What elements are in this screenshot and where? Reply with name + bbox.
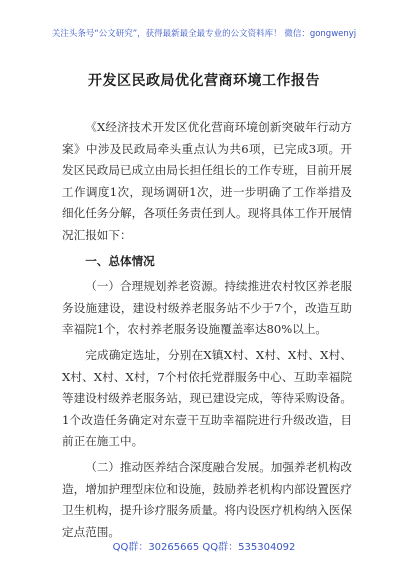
section-heading-overall: 一、总体情况 <box>85 253 155 268</box>
footer-qq-groups: QQ群：30265665 QQ群：535304092 <box>112 542 296 553</box>
paragraph-site-selection: 完成确定选址，分别在X镇X村、X村、X村、X村、X村、X村、X村，7个村依托党群服务中心、互助幸福院等建设村级养老服务站，现已建设完成，等待采购设备。1个改造任务确定对东壹干互助幸福院进行升级改造，目前正在施工中。 <box>62 347 352 449</box>
document-body <box>62 117 352 547</box>
document-title: 开发区民政局优化营商环境工作报告 <box>88 73 320 89</box>
header-promo-note: 关注头条号“公文研究”，获得最新最全最专业的公文资料库！ 微信：gongwenyj <box>51 29 357 39</box>
paragraph-elderly-resources: （一）合理规划养老资源。持续推进农村牧区养老服务设施建设，建设村级养老服务站不少于7个，改造互助幸福院1个，农村养老服务设施覆盖率达80%以上。 <box>62 279 352 337</box>
intro-paragraph: 《X经济技术开发区优化营商环境创新突破年行动方案》中涉及民政局牵头重点认为共6项，已完成3项。开发区民政局已成立由局长担任组长的工作专班，目前开展工作调度1次，现场调研1次，进一步明确了工作举措及细化任务分解，各项任务责任到人。现将具体工作开展情况汇报如下： <box>62 120 352 242</box>
paragraph-medical-care: （二）推动医养结合深度融合发展。加强养老机构改造，增加护理型床位和设施，鼓励养老机构内部设置医疗卫生机构，提升诊疗服务质量。将内设医疗机构纳入医保定点范围。 <box>62 459 352 539</box>
